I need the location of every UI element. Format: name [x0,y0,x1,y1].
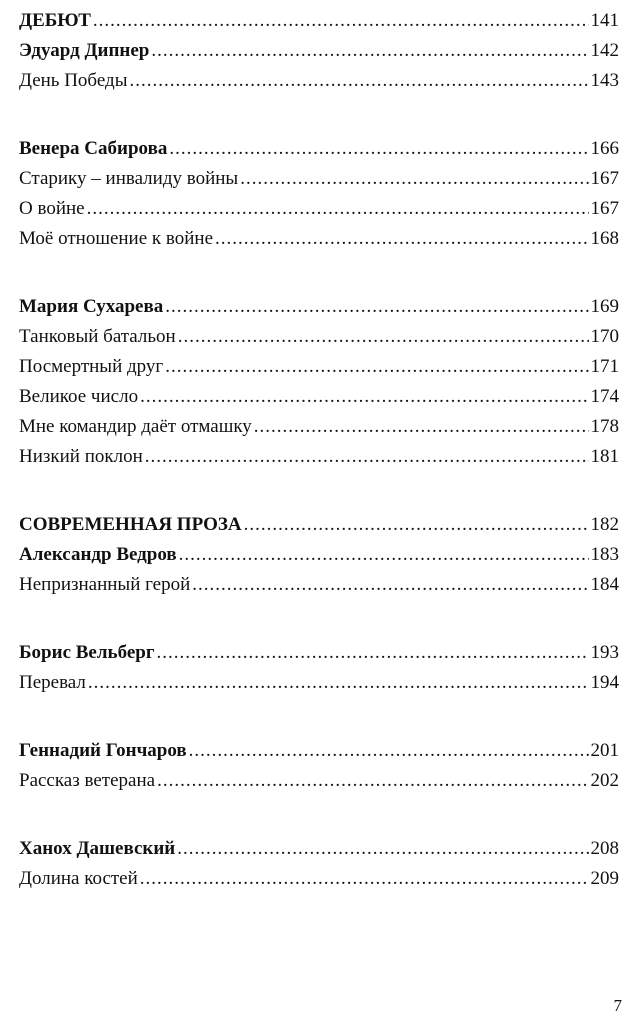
toc-entry-title: ДЕБЮТ [19,10,91,31]
dot-leader [151,36,588,66]
toc-entry-title: Ханох Дашевский [19,838,176,859]
dot-leader [165,292,588,322]
dot-leader [88,668,589,698]
toc-entry-page: 183 [590,544,619,565]
toc-heading-entry[interactable] [19,834,619,864]
dot-leader [178,322,589,352]
dot-leader [157,766,588,796]
toc-entry-page: 193 [590,642,619,663]
dot-leader [244,510,589,540]
toc-entry-title: О войне [19,198,85,219]
toc-entry[interactable] [19,322,619,352]
toc-entry-title: СОВРЕМЕННАЯ ПРОЗА [19,514,242,535]
toc-entry-title: День Победы [19,70,128,91]
toc-entry-title: Мне командир даёт отмашку [19,416,252,437]
toc-entry-page: 208 [590,838,619,859]
toc-entry[interactable] [19,164,619,194]
toc-entry-title: Рассказ ветерана [19,770,156,791]
toc-entry-title: Великое число [19,386,139,407]
toc-entry-title: Геннадий Гончаров [19,740,187,761]
toc-entry[interactable] [19,766,619,796]
dot-leader [145,442,589,472]
toc-heading-entry[interactable] [19,638,619,668]
toc-entry-page: 174 [590,386,619,407]
section-gap [19,472,619,510]
dot-leader [165,352,588,382]
toc-entry-title: Борис Вельберг [19,642,155,663]
toc-entry[interactable] [19,66,619,96]
toc-entry-page: 141 [590,10,619,31]
toc-entry[interactable] [19,224,619,254]
dot-leader [215,224,589,254]
toc-entry[interactable] [19,352,619,382]
toc-entry-page: 194 [590,672,619,693]
page-number: 7 [613,996,622,1015]
toc-heading-entry[interactable] [19,134,619,164]
dot-leader [87,194,589,224]
toc-entry-page: 171 [590,356,619,377]
toc-entry-title: Мария Сухарева [19,296,164,317]
toc-entry-page: 184 [590,574,619,595]
toc-entry[interactable] [19,412,619,442]
toc-entry-title: Эдуард Дипнер [19,40,150,61]
section-gap [19,96,619,134]
toc-entry-page: 166 [590,138,619,159]
toc-entry-page: 209 [590,868,619,889]
toc-heading-entry[interactable] [19,540,619,570]
section-gap [19,600,619,638]
dot-leader [177,834,588,864]
toc-entry-page: 182 [590,514,619,535]
toc-entry-page: 178 [590,416,619,437]
toc-entry-page: 181 [590,446,619,467]
toc-entry-page: 170 [590,326,619,347]
toc-entry[interactable] [19,570,619,600]
toc-entry-title: Низкий поклон [19,446,143,467]
toc-entry[interactable] [19,194,619,224]
section-gap [19,796,619,834]
toc-heading-entry[interactable] [19,292,619,322]
toc-heading-entry[interactable] [19,510,619,540]
toc-entry-title: Непризнанный герой [19,574,191,595]
toc-entry-title: Перевал [19,672,86,693]
section-gap [19,254,619,292]
toc-entry-title: Танковый батальон [19,326,176,347]
table-of-contents [19,6,619,894]
dot-leader [140,864,589,894]
dot-leader [169,134,588,164]
toc-entry-title: Александр Ведров [19,544,177,565]
toc-entry-page: 143 [590,70,619,91]
dot-leader [189,736,589,766]
dot-leader [192,570,588,600]
toc-entry-page: 202 [590,770,619,791]
toc-entry[interactable] [19,442,619,472]
toc-entry-page: 167 [590,198,619,219]
toc-entry-page: 167 [590,168,619,189]
dot-leader [129,66,588,96]
toc-heading-entry[interactable] [19,736,619,766]
toc-entry-title: Посмертный друг [19,356,164,377]
section-gap [19,698,619,736]
dot-leader [140,382,588,412]
toc-entry[interactable] [19,382,619,412]
toc-entry-page: 142 [590,40,619,61]
toc-entry-title: Старику – инвалиду войны [19,168,239,189]
dot-leader [240,164,588,194]
toc-entry-title: Венера Сабирова [19,138,168,159]
dot-leader [93,6,589,36]
toc-entry-page: 168 [590,228,619,249]
dot-leader [254,412,589,442]
toc-entry-title: Долина костей [19,868,138,889]
dot-leader [156,638,588,668]
dot-leader [179,540,589,570]
toc-entry[interactable] [19,668,619,698]
toc-entry-page: 201 [590,740,619,761]
toc-heading-entry[interactable] [19,6,619,36]
toc-entry-page: 169 [590,296,619,317]
toc-entry-title: Моё отношение к войне [19,228,213,249]
toc-heading-entry[interactable] [19,36,619,66]
toc-entry[interactable] [19,864,619,894]
